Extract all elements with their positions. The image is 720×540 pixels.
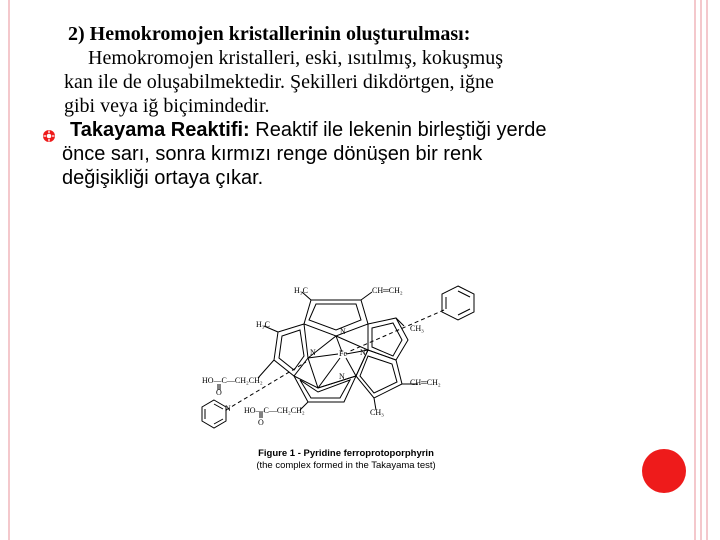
left-border-rail: [8, 0, 10, 540]
label-vinyl-top: CH═CH₂: [372, 286, 403, 295]
figure-caption-line-1: Figure 1 - Pyridine ferroprotoporphyrin: [258, 448, 434, 459]
right-border-rail-2: [700, 0, 702, 540]
label-n-right: N: [360, 348, 366, 357]
bullet-icon: [42, 125, 56, 149]
paragraph-line-2: kan ile de oluşabilmektedir. Şekilleri dikdörtgen, iğne: [64, 71, 494, 93]
label-n-left: N: [310, 348, 316, 357]
paragraph-line-3: gibi veya iğ biçimindedir.: [64, 95, 270, 117]
red-circle-decoration: [642, 449, 686, 493]
label-vinyl-right: CH═CH₂: [410, 378, 441, 387]
label-h3c-left: H₃C: [256, 320, 270, 329]
label-acid-1: HO—C—CH₂CH₂: [202, 376, 263, 385]
label-fe: Fe: [339, 349, 347, 358]
porphyrin-figure: [196, 280, 486, 474]
label-acid-2: HO—C—CH₂CH₂: [244, 406, 305, 415]
bullet-label: Takayama Reaktifi:: [70, 119, 250, 141]
bullet-line-2: önce sarı, sonra kırmızı renge dönüşen bir renk: [62, 143, 483, 165]
label-n-pyridine: N: [225, 404, 231, 413]
section-heading: 2) Hemokromojen kristallerinin oluşturulması:: [68, 23, 471, 45]
label-ch3-right: CH₃: [410, 324, 424, 333]
slide-body: [64, 22, 624, 190]
label-oxygen-1: O: [216, 388, 222, 397]
label-ch3-bottom: CH₃: [370, 408, 384, 417]
paragraph-line-1: Hemokromojen kristalleri, eski, ısıtılmış, kokuşmuş: [88, 47, 503, 69]
label-oxygen-2: O: [258, 418, 264, 427]
right-border-rail-3: [706, 0, 708, 540]
label-n-top: N: [340, 327, 346, 336]
bullet-text-first: Reaktif ile lekenin birleştiği yerde: [249, 119, 547, 141]
bullet-line-3: değişikliği ortaya çıkar.: [62, 167, 264, 189]
right-border-rail-1: [694, 0, 696, 540]
label-n-bottom: N: [339, 372, 345, 381]
figure-caption-line-2: (the complex formed in the Takayama test): [256, 460, 436, 471]
bullet-item: [42, 118, 602, 142]
label-h3c-top: H₃C: [294, 286, 308, 295]
